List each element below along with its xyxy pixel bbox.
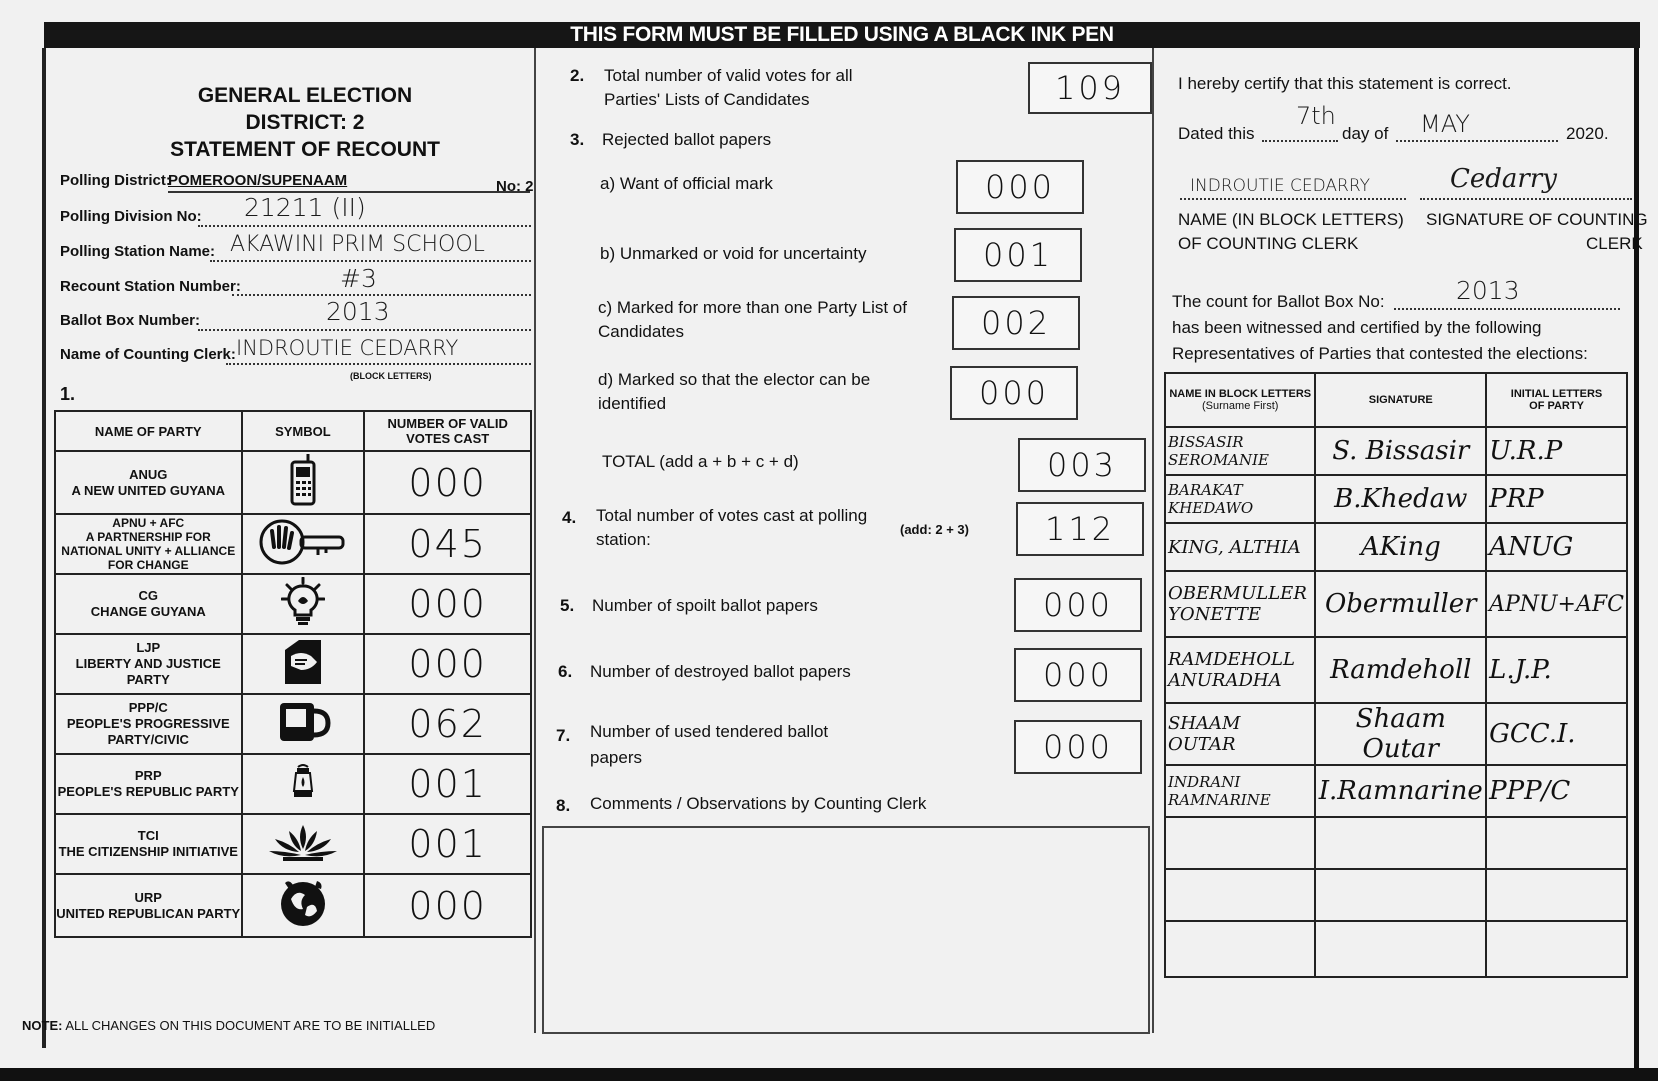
recount-station-label: Recount Station Number: bbox=[60, 278, 241, 295]
q3d-label-2: identified bbox=[598, 394, 667, 413]
q3c-box: 002 bbox=[952, 296, 1080, 350]
count-label: The count for Ballot Box No: bbox=[1172, 292, 1385, 311]
note-line bbox=[22, 1018, 435, 1033]
party-name-cell bbox=[55, 874, 242, 937]
q7-box: 000 bbox=[1014, 720, 1142, 774]
clerk-signature: Cedarry bbox=[1450, 164, 1557, 194]
party-row-urp bbox=[55, 874, 531, 937]
recount-station-line bbox=[232, 274, 531, 296]
polling-district-value: POMEROON/SUPENAAM bbox=[168, 172, 348, 189]
rep-row bbox=[1165, 637, 1627, 703]
party-row-apnu-afc bbox=[55, 514, 531, 574]
q3-number: 3. bbox=[570, 130, 585, 149]
header-symbol: SYMBOL bbox=[242, 411, 365, 451]
rep-name: BISSASIR SEROMANIE bbox=[1165, 427, 1315, 475]
lotus-icon bbox=[242, 814, 365, 874]
party-abbr: PRP bbox=[134, 768, 162, 783]
party-full-name: CHANGE GUYANA bbox=[90, 604, 206, 619]
header-rep-name bbox=[1165, 373, 1315, 427]
rep-name: OBERMULLER YONETTE bbox=[1165, 571, 1315, 637]
rep-signature: S. Bissasir bbox=[1315, 427, 1486, 475]
q4-label-1: Total number of votes cast at polling bbox=[596, 506, 868, 525]
party-full-name: UNITED REPUBLICAN PARTY bbox=[56, 905, 241, 921]
rep-name: INDRANI RAMNARINE bbox=[1165, 765, 1315, 817]
q2-number: 2. bbox=[570, 66, 585, 85]
q7-label-2: papers bbox=[590, 748, 642, 767]
party-row-ljp bbox=[55, 634, 531, 694]
header-valid-votes: NUMBER OF VALID VOTES CAST bbox=[364, 411, 531, 451]
rep-signature: I.Ramnarine bbox=[1315, 765, 1486, 817]
polling-division-label: Polling Division No: bbox=[60, 208, 202, 225]
party-name-cell bbox=[55, 634, 242, 694]
month-value: MAY bbox=[1420, 110, 1470, 138]
lightbulb-icon bbox=[242, 574, 365, 634]
polling-station-value: AKAWINI PRIM SCHOOL bbox=[230, 232, 485, 257]
party-name-cell bbox=[55, 574, 242, 634]
clerk-name-value: INDROUTIE CEDARRY bbox=[1190, 176, 1370, 196]
rep-party: GCC.I. bbox=[1486, 703, 1627, 765]
party-row-pppc bbox=[55, 694, 531, 754]
year-text: 2020. bbox=[1566, 124, 1609, 143]
handshake-icon bbox=[242, 634, 365, 694]
section-1-number: 1. bbox=[60, 384, 76, 404]
witness-line-2: Representatives of Parties that contested the elections: bbox=[1172, 344, 1588, 363]
q3b-box: 001 bbox=[954, 228, 1082, 282]
header-rep-name-line1: NAME IN BLOCK LETTERS bbox=[1169, 388, 1312, 400]
total-label: TOTAL (add a + b + c + d) bbox=[602, 452, 799, 471]
rep-signature-empty bbox=[1315, 921, 1486, 977]
party-votes: 000 bbox=[364, 874, 531, 937]
polling-district-no: No: 2 bbox=[496, 178, 534, 195]
rep-row bbox=[1165, 523, 1627, 571]
note-text: ALL CHANGES ON THIS DOCUMENT ARE TO BE INITIALLED bbox=[65, 1018, 436, 1033]
rep-row bbox=[1165, 765, 1627, 817]
party-name-cell bbox=[55, 451, 242, 514]
rep-party-empty bbox=[1486, 869, 1627, 921]
rep-party: PRP bbox=[1486, 475, 1627, 523]
q5-box: 000 bbox=[1014, 578, 1142, 632]
party-votes: 000 bbox=[364, 634, 531, 694]
banner-text: THIS FORM MUST BE FILLED USING A BLACK INK PEN bbox=[570, 23, 1114, 46]
party-row-anug bbox=[55, 451, 531, 514]
rep-signature: Shaam Outar bbox=[1315, 703, 1486, 765]
party-full-name: PEOPLE'S REPUBLIC PARTY bbox=[57, 784, 239, 799]
dated-label: Dated this bbox=[1178, 124, 1255, 143]
q5-label: Number of spoilt ballot papers bbox=[592, 596, 818, 615]
q2-valid-votes-box: 109 bbox=[1028, 62, 1152, 114]
q3c-label-1: c) Marked for more than one Party List of bbox=[598, 298, 907, 317]
party-abbr: TCI bbox=[137, 828, 159, 843]
party-name-cell bbox=[55, 754, 242, 814]
polling-division-value: 21211 (II) bbox=[244, 193, 366, 222]
column-divider-left bbox=[534, 48, 536, 1033]
count-value: 2013 bbox=[1456, 276, 1520, 305]
party-abbr: ANUG bbox=[129, 466, 168, 482]
party-abbr: LJP bbox=[136, 640, 161, 655]
comments-box bbox=[542, 826, 1150, 1034]
hands-icon bbox=[242, 874, 365, 937]
rep-party: U.R.P bbox=[1486, 427, 1627, 475]
party-row-tci bbox=[55, 814, 531, 874]
header-rep-party-line1: INITIAL LETTERS bbox=[1510, 388, 1603, 400]
lantern-icon bbox=[242, 754, 365, 814]
column-divider-right bbox=[1152, 48, 1154, 1033]
header-rep-party-line2: OF PARTY bbox=[1529, 400, 1584, 412]
certify-text: I hereby certify that this statement is correct. bbox=[1178, 74, 1512, 93]
q4-label-2: station: bbox=[596, 530, 651, 549]
party-abbr: APNU + AFC bbox=[112, 516, 185, 530]
day-of-label: day of bbox=[1342, 124, 1389, 143]
party-full-name: THE CITIZENSHIP INITIATIVE bbox=[58, 844, 238, 859]
party-row-cg bbox=[55, 574, 531, 634]
rep-signature-empty bbox=[1315, 869, 1486, 921]
q7-number: 7. bbox=[556, 726, 571, 745]
rep-party: L.J.P. bbox=[1486, 637, 1627, 703]
party-votes: 000 bbox=[364, 451, 531, 514]
party-name-cell bbox=[55, 514, 242, 574]
form-title-line2: DISTRICT: 2 bbox=[245, 111, 365, 134]
header-rep-signature: SIGNATURE bbox=[1315, 373, 1486, 427]
rep-name-empty bbox=[1165, 817, 1315, 869]
rep-signature: Ramdeholl bbox=[1315, 637, 1486, 703]
rep-row bbox=[1165, 475, 1627, 523]
party-abbr: CG bbox=[138, 588, 158, 603]
q3d-label-1: d) Marked so that the elector can be bbox=[598, 370, 871, 389]
form-title-line1: GENERAL ELECTION bbox=[197, 84, 413, 107]
party-votes: 045 bbox=[364, 514, 531, 574]
party-full-name: LIBERTY AND JUSTICE PARTY bbox=[75, 656, 221, 687]
rep-name: BARAKAT KHEDAWO bbox=[1165, 475, 1315, 523]
q5-number: 5. bbox=[560, 596, 575, 615]
cellphone-icon bbox=[242, 451, 365, 514]
witness-line-1: has been witnessed and certified by the following bbox=[1172, 318, 1542, 337]
party-votes: 000 bbox=[364, 574, 531, 634]
party-votes: 001 bbox=[364, 754, 531, 814]
rep-party-empty bbox=[1486, 921, 1627, 977]
q3a-box: 000 bbox=[956, 160, 1084, 214]
q3b-label: b) Unmarked or void for uncertainty bbox=[600, 244, 867, 263]
q3a-label: a) Want of official mark bbox=[600, 174, 773, 193]
ballot-box-value: 2013 bbox=[326, 297, 390, 326]
rep-row bbox=[1165, 427, 1627, 475]
q2-label-2: Parties' Lists of Candidates bbox=[604, 90, 810, 109]
q6-number: 6. bbox=[558, 662, 573, 681]
frame-left-border bbox=[42, 48, 46, 1048]
rep-row-empty bbox=[1165, 817, 1627, 869]
party-full-name: A PARTNERSHIP FOR NATIONAL UNITY + ALLIANCE FOR CHANGE bbox=[61, 530, 236, 572]
q8-label: Comments / Observations by Counting Clerk bbox=[590, 794, 927, 813]
cup-icon bbox=[242, 694, 365, 754]
q2-label-1: Total number of valid votes for all bbox=[604, 66, 853, 85]
party-votes: 001 bbox=[364, 814, 531, 874]
q8-number: 8. bbox=[556, 796, 571, 815]
q4-add-note: (add: 2 + 3) bbox=[900, 522, 969, 537]
q6-label: Number of destroyed ballot papers bbox=[590, 662, 851, 681]
block-letters-note: (BLOCK LETTERS) bbox=[350, 371, 432, 381]
party-full-name: PEOPLE'S PROGRESSIVE PARTY/CIVIC bbox=[66, 716, 230, 747]
day-value: 7th bbox=[1296, 102, 1336, 130]
rep-name: RAMDEHOLL ANURADHA bbox=[1165, 637, 1315, 703]
rep-signature: B.Khedaw bbox=[1315, 475, 1486, 523]
party-votes: 062 bbox=[364, 694, 531, 754]
party-votes-table bbox=[54, 410, 532, 938]
header-rep-party bbox=[1486, 373, 1627, 427]
recount-station-value: #3 bbox=[340, 264, 377, 293]
q7-label-1: Number of used tendered ballot bbox=[590, 722, 829, 741]
rep-party: ANUG bbox=[1486, 523, 1627, 571]
rep-signature-empty bbox=[1315, 817, 1486, 869]
frame-bottom-border bbox=[0, 1068, 1658, 1081]
header-rep-name-line2: (Surname First) bbox=[1202, 400, 1279, 412]
ballot-box-label: Ballot Box Number: bbox=[60, 312, 201, 329]
party-name-cell bbox=[55, 694, 242, 754]
q4-number: 4. bbox=[562, 508, 577, 527]
party-full-name: A NEW UNITED GUYANA bbox=[71, 482, 226, 498]
q4-box: 112 bbox=[1016, 502, 1144, 556]
q3d-box: 000 bbox=[950, 366, 1078, 420]
clerk-value: INDROUTIE CEDARRY bbox=[236, 336, 459, 360]
party-name-cell bbox=[55, 814, 242, 874]
signature-label-1: SIGNATURE OF COUNTING bbox=[1426, 210, 1648, 229]
name-label-1: NAME (IN BLOCK LETTERS) bbox=[1178, 210, 1404, 229]
frame-right-border bbox=[1634, 48, 1639, 1078]
header-party-name: NAME OF PARTY bbox=[55, 411, 242, 451]
rep-name-empty bbox=[1165, 921, 1315, 977]
form-title-line3: STATEMENT OF RECOUNT bbox=[170, 138, 440, 161]
rep-party: APNU+AFC bbox=[1486, 571, 1627, 637]
party-row-prp bbox=[55, 754, 531, 814]
hand-key-icon bbox=[242, 514, 365, 574]
party-abbr: URP bbox=[134, 889, 162, 905]
rep-name: SHAAM OUTAR bbox=[1165, 703, 1315, 765]
rep-signature: AKing bbox=[1315, 523, 1486, 571]
name-label-2: OF COUNTING CLERK bbox=[1178, 234, 1359, 253]
rep-row bbox=[1165, 571, 1627, 637]
banner-bar bbox=[44, 22, 1640, 48]
representatives-table bbox=[1164, 372, 1628, 978]
rep-row bbox=[1165, 703, 1627, 765]
total-box: 003 bbox=[1018, 438, 1146, 492]
q6-box: 000 bbox=[1014, 648, 1142, 702]
q3-label: Rejected ballot papers bbox=[602, 130, 772, 149]
rep-party-empty bbox=[1486, 817, 1627, 869]
clerk-label: Name of Counting Clerk: bbox=[60, 346, 236, 363]
party-abbr: PPP/C bbox=[128, 700, 168, 715]
q3c-label-2: Candidates bbox=[598, 322, 685, 341]
polling-district-label: Polling District: bbox=[60, 172, 171, 189]
note-bold: NOTE: bbox=[22, 1018, 63, 1033]
rep-row-empty bbox=[1165, 921, 1627, 977]
rep-row-empty bbox=[1165, 869, 1627, 921]
rep-name: KING, ALTHIA bbox=[1165, 523, 1315, 571]
rep-signature: Obermuller bbox=[1315, 571, 1486, 637]
rep-party: PPP/C bbox=[1486, 765, 1627, 817]
signature-label-2: CLERK bbox=[1586, 234, 1643, 253]
rep-name-empty bbox=[1165, 869, 1315, 921]
polling-station-label: Polling Station Name: bbox=[60, 243, 216, 260]
